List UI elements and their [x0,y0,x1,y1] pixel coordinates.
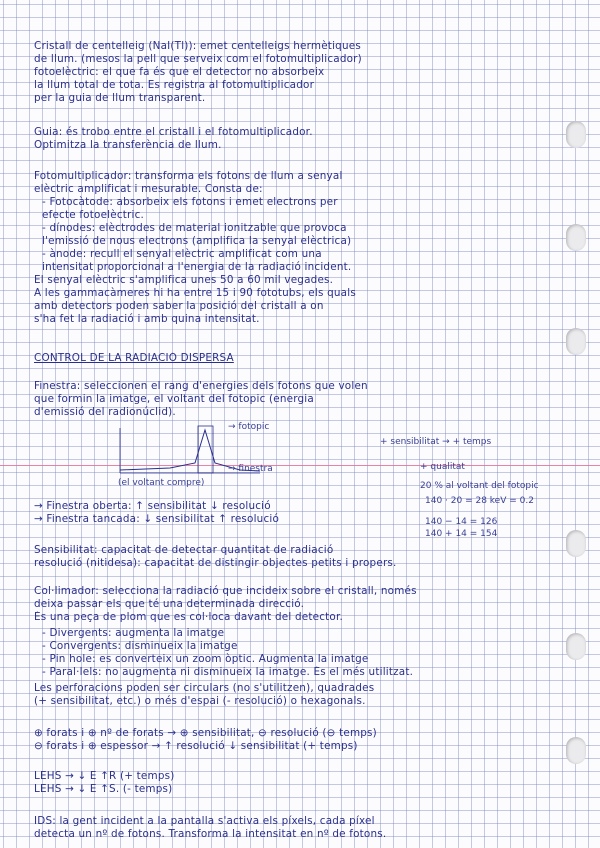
text-line: resolució (nitidesa): capacitat de distingir objectes petits i propers. [34,557,397,569]
text-line: IDS: la gent incident a la pantalla s'activa els píxels, cada píxel [34,815,375,827]
side-note: 140 · 20 = 28 keV = 0.2 [425,496,534,506]
diagram-caption: (el voltant compre) [118,478,205,488]
text-line: fotoelèctric: el que fa és que el detector no absorbeix [34,66,325,78]
text-line: ⊕ forats i ⊕ nº de forats → ⊕ sensibilitat, ⊖ resolució (⊖ temps) [34,727,377,739]
text-line: la llum total de tota. Es registra al fotomultiplicador [34,79,315,91]
binder-hole [566,224,586,251]
text-line: Optimitza la transferència de llum. [34,139,222,151]
text-line: intensitat proporcional a l'energia de la radiació incident. [42,261,352,273]
finestra-label: → finestra [228,464,273,474]
text-line: deixa passar els que té una determinada direcció. [34,598,305,610]
text-line: - Divergents: augmenta la imatge [42,627,225,639]
text-line: amb detectors poden saber la posició del cristall a on [34,300,324,312]
text-line: És una peça de plom que es col·loca davant del detector. [34,611,343,623]
text-line: → Finestra oberta: ↑ sensibilitat ↓ resolució [34,500,271,512]
text-line: - dínodes: elèctrodes de material ionitzable que provoca [42,222,347,234]
text-line: l'emissió de nous electrons (amplifica la senyal elèctrica) [42,235,352,247]
text-line: de llum. (mesos la pell que serveix com el fotomultiplicador) [34,53,362,65]
text-line: - Paral·lels: no augmenta ni disminueix la imatge. És el més utilitzat. [42,666,414,678]
text-line: Fotomultiplicador: transforma els fotons de llum a senyal [34,170,343,182]
fotopic-label: → fotopic [228,422,270,432]
text-line: A les gammacàmeres hi ha entre 15 i 90 fototubs, els quals [34,287,356,299]
text-line: El senyal elèctric s'amplifica unes 50 a 60 mil vegades. [34,274,334,286]
side-note: + sensibilitat → + temps [380,437,492,447]
text-line: elèctric amplificat i mesurable. Consta de: [34,183,263,195]
text-line: - Convergents: disminueix la imatge [42,640,238,652]
text-line: per la guia de llum transparent. [34,92,206,104]
text-line: LEHS → ↓ E ↑S. (- temps) [34,783,173,795]
side-note: + qualitat [420,462,465,472]
text-line: (+ sensibilitat, etc.) o més d'espai (- resolució) o hexagonals. [34,695,366,707]
binder-hole [566,737,586,764]
text-line: Finestra: seleccionen el rang d'energies dels fotons que volen [34,380,368,392]
text-line: d'emissió del radionúclid). [34,406,176,418]
binder-hole [566,633,586,660]
text-line: Col·limador: selecciona la radiació que incideix sobre el cristall, només [34,585,417,597]
binder-hole [566,328,586,355]
text-line: → Finestra tancada: ↓ sensibilitat ↑ resolució [34,513,280,525]
text-line: Guia: és trobo entre el cristall i el fotomultiplicador. [34,126,313,138]
text-line: Sensibilitat: capacitat de detectar quantitat de radiació [34,544,334,556]
text-line: detecta un nº de fotons. Transforma la intensitat en nº de fotons. [34,828,387,840]
text-line: efecte fotoelèctric. [42,209,145,221]
text-line: s'ha fet la radiació i amb quina intensitat. [34,313,260,325]
binder-hole [566,530,586,557]
energy-window-diagram [110,418,310,493]
text-line: - Pin hole: es converteix un zoom òptic. Augmenta la imatge [42,653,369,665]
text-line: que formin la imatge, el voltant del fotopic (energia [34,393,314,405]
side-note: 20 % al voltant del fotopic [420,481,539,491]
text-line: Cristall de centelleig (NaI(Tl)): emet centelleigs hermètiques [34,40,361,52]
side-note: 140 − 14 = 126 [425,517,498,527]
text-line: Les perforacions poden ser circulars (no s'utilitzen), quadrades [34,682,375,694]
text-line: ⊖ forats i ⊕ espessor → ↑ resolució ↓ sensibilitat (+ temps) [34,740,358,752]
text-line: LEHS → ↓ E ↑R (+ temps) [34,770,175,782]
text-line: - ànode: recull el senyal elèctric amplificat com una [42,248,322,260]
text-line: - Fotocàtode: absorbeix els fotons i emet electrons per [42,196,338,208]
side-note: 140 + 14 = 154 [425,529,498,539]
binder-hole [566,121,586,148]
section-heading: CONTROL DE LA RADIACIÓ DISPERSA [34,352,234,364]
